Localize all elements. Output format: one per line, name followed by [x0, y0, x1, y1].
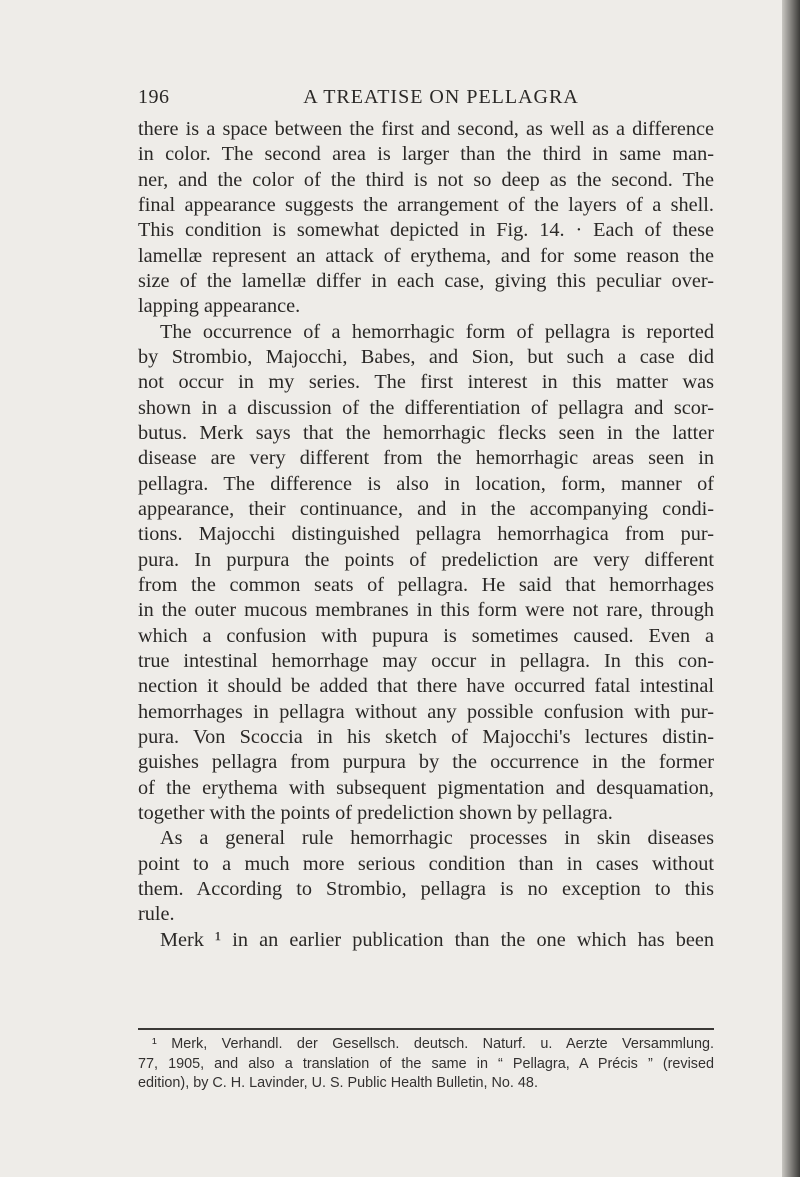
text-line: As a general rule hemorrhagic processes in skin diseases [160, 827, 714, 850]
text-line: This condition is somewhat depicted in Fig. 14. · Each of these [138, 219, 714, 242]
text-line: them. According to Strombio, pellagra is no exception to this [138, 877, 714, 900]
text-line: appearance, their continuance, and in the accompanying condi- [138, 497, 714, 520]
text-line: there is a space between the first and second, as well as a difference [138, 118, 714, 140]
text-line: pellagra. The difference is also in location, form, manner of [138, 472, 714, 495]
text-line: in color. The second area is larger than the third in same man- [138, 143, 714, 166]
page-number: 196 [138, 86, 170, 108]
text-line: pura. In purpura the points of predeliction are very different [138, 548, 714, 571]
text-line: final appearance suggests the arrangement of the layers of a shell. [138, 193, 714, 216]
text-line: pura. Von Scoccia in his sketch of Majocchi's lectures distin- [138, 725, 714, 748]
text-line: size of the lamellæ differ in each case, giving this peculiar over- [138, 269, 714, 292]
text-line: by Strombio, Majocchi, Babes, and Sion, but such a case did [138, 345, 714, 368]
footnote-line: ¹ Merk, Verhandl. der Gesellsch. deutsch. Naturf. u. Aerzte Versammlung. [152, 1036, 714, 1052]
text-line: butus. Merk says that the hemorrhagic flecks seen in the latter [138, 421, 714, 444]
text-line: together with the points of predeliction shown by pellagra. [138, 801, 613, 824]
text-line: tions. Majocchi distinguished pellagra hemorrhagica from pur- [138, 523, 714, 546]
body-text [138, 117, 714, 953]
footnote-line: edition), by C. H. Lavinder, U. S. Public Health Bulletin, No. 48. [138, 1075, 538, 1091]
text-line: in the outer mucous membranes in this form were not rare, through [138, 599, 714, 622]
text-line: of the erythema with subsequent pigmentation and desquamation, [138, 776, 714, 799]
text-line: rule. [138, 903, 175, 926]
footnote-rule [138, 1028, 714, 1030]
text-line: disease are very different from the hemorrhagic areas seen in [138, 447, 714, 470]
text-line: not occur in my series. The first interest in this matter was [138, 371, 714, 394]
text-line: point to a much more serious condition than in cases without [138, 852, 714, 875]
footnote-line: 77, 1905, and also a translation of the same in “ Pellagra, A Précis ” (revised [138, 1055, 714, 1072]
page-binding-edge [782, 0, 800, 1177]
text-line: true intestinal hemorrhage may occur in pellagra. In this con- [138, 649, 714, 672]
text-line: ner, and the color of the third is not so deep as the second. The [138, 168, 714, 191]
text-line: shown in a discussion of the differentiation of pellagra and scor- [138, 396, 714, 419]
text-line: nection it should be added that there have occurred fatal intestinal [138, 675, 714, 698]
text-line: guishes pellagra from purpura by the occurrence in the former [138, 751, 714, 774]
text-line: lapping appearance. [138, 295, 301, 318]
text-line: hemorrhages in pellagra without any possible confusion with pur- [138, 700, 714, 723]
page-header [138, 86, 714, 114]
text-line: from the common seats of pellagra. He said that hemorrhages [138, 573, 714, 596]
text-line: which a confusion with pupura is sometimes caused. Even a [138, 624, 714, 647]
text-line: lamellæ represent an attack of erythema, and for some reason the [138, 244, 714, 267]
text-line: The occurrence of a hemorrhagic form of pellagra is reported [160, 320, 714, 343]
text-line: Merk ¹ in an earlier publication than the one which has been [160, 928, 714, 951]
footnote [138, 1035, 714, 1094]
running-title: A TREATISE ON PELLAGRA [303, 86, 579, 108]
